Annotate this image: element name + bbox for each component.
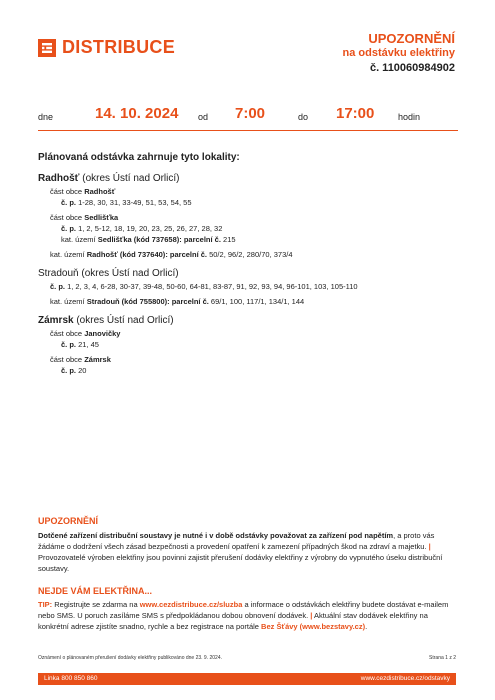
brand-name: DISTRIBUCE [62,37,176,57]
part-name: Radhošť [84,187,116,196]
from-label: od [198,112,209,122]
separator: | [310,611,313,620]
cez-logo-icon [38,39,56,57]
location-zamrsk [38,315,458,376]
ku-name: Radhošť (kód 737640) [86,250,166,259]
locations-intro: Plánovaná odstávka zahrnuje tyto lokality: [38,152,240,163]
cp-values: 20 [78,366,87,375]
warning-text: , a proto vás žádáme o dodržení všech zásad bezpečnosti a provedení opatření k zamezení případných škod na zdraví a majetku. [38,531,435,551]
ku-label: kat. území [50,297,87,306]
separator: | [428,542,431,551]
parcel-label: : parcelní č. [179,235,224,244]
town-district: (okres Ústí nad Orlicí) [79,173,180,184]
tip-title: NEJDE VÁM ELEKTŘINA... [38,586,153,596]
locations-section [38,152,458,376]
parcel-values: 215 [223,235,236,244]
cp-values: 1, 2, 5-12, 18, 19, 20, 23, 25, 26, 27, 28, 32 [78,224,223,233]
location-radhost [38,173,458,260]
notice-header [343,31,456,76]
cp-label: č. p. [61,198,79,207]
outage-to: 17:00 [336,105,375,122]
parcel-values: 69/1, 100, 117/1, 134/1, 144 [210,297,305,306]
warning-title: UPOZORNĚNÍ [38,516,99,526]
warning-bold-text: Dotčené zařízení distribuční soustavy je nutné i v době odstávky považovat za zařízení pod napětím [38,531,394,540]
footer-url[interactable]: www.cezdistribuce.cz/odstavky [360,675,450,682]
tip-text: Registrujte se zdarma na [52,600,140,609]
ku-name: Sedlišťka (kód 737658) [97,235,180,244]
location-stradoun [38,268,458,307]
hotline: Linka 800 850 860 [44,675,98,682]
tip-text: Aktuální stav dodávek elektřiny na konkrétní adrese zjistíte snadno, rychle a bez registrace na portále [38,611,428,631]
cp-values: 1, 2, 3, 4, 6-28, 30-37, 39-48, 50-60, 64-81, 83-87, 91, 92, 93, 94, 96-101, 103, 105-110 [67,282,358,291]
tip-body [38,599,458,632]
outage-from: 7:00 [235,105,266,122]
town-district: (okres Ústí nad Orlicí) [73,315,174,326]
town-name: Zámrsk [38,315,74,326]
safety-warning [38,516,458,574]
part-label: část obce [50,329,85,338]
cp-label: č. p. [61,366,79,375]
part-name: Zámrsk [84,355,111,364]
outage-date: 14. 10. 2024 [95,105,179,122]
to-label: do [298,112,309,122]
brand-logo [38,37,175,58]
parcel-label: : parcelní č. [167,297,211,306]
tip-section [38,586,458,632]
footnote [38,655,456,661]
town-name: Radhošť [38,173,80,184]
notice-title: UPOZORNĚNÍ [368,31,455,46]
part-label: část obce [50,355,85,364]
tip-label: TIP: [38,600,53,609]
publication-note: Oznámení o plánovaném přerušení dodávky elektřiny publikováno dne 23. 9. 2024. [38,655,223,661]
part-name: Sedlišťka [84,213,119,222]
cp-label: č. p. [61,340,79,349]
ku-label: kat. území [61,235,98,244]
parcel-values: 50/2, 96/2, 280/70, 373/4 [209,250,293,259]
outage-dateline [38,105,458,130]
notice-subtitle: na odstávku elektřiny [342,47,455,59]
date-label: dne [38,112,54,122]
ku-label: kat. území [50,250,87,259]
tip-text: . [365,622,368,631]
bezstavy-link[interactable]: Bez Šťávy (www.bezstavy.cz) [261,622,366,631]
part-name: Janovičky [84,329,121,338]
page-number: Strana 1 z 2 [429,655,456,661]
cp-label: č. p. [50,282,68,291]
cp-values: 21, 45 [78,340,99,349]
footer-bar [38,673,456,685]
tip-text: a informace o odstávkách elektřiny budete dostávat e-mailem nebo SMS. U poruch zasíláme SMS s předpokládanou dobou obnovení dodávek. [38,600,449,620]
town-name: Stradouň [38,268,79,279]
town-district: (okres Ústí nad Orlicí) [78,268,179,279]
hours-label: hodin [398,112,421,122]
warning-body [38,530,458,574]
notice-number: č. 110060984902 [369,62,455,74]
dateline-divider [38,130,458,131]
part-label: část obce [50,187,85,196]
part-label: část obce [50,213,85,222]
ku-name: Stradouň (kód 755800) [86,297,168,306]
warning-text: Provozovatelé výroben elektřiny jsou povinni zajistit přerušení dodávky elektřiny z výrobny do vypnutého úseku distribuční soustavy. [38,553,443,573]
registration-link[interactable]: www.cezdistribuce.cz/sluzba [139,600,243,609]
parcel-label: : parcelní č. [165,250,210,259]
cp-label: č. p. [61,224,79,233]
cp-values: 1-28, 30, 31, 33-49, 51, 53, 54, 55 [78,198,192,207]
